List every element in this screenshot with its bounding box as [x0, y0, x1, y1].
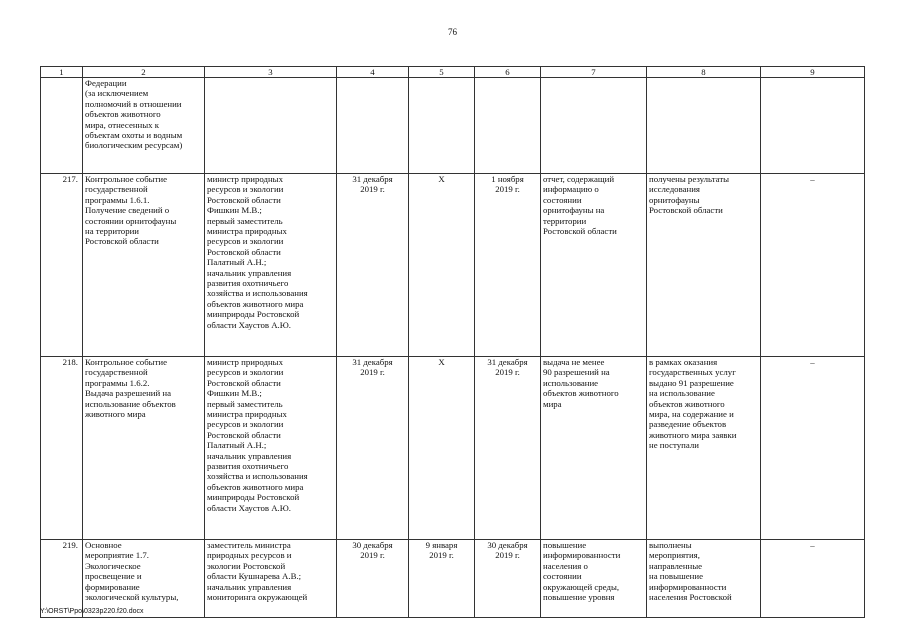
column-header: 1 — [41, 67, 83, 78]
file-path: Y:\ORST\Ppo\0323p220.f20.docx — [40, 608, 144, 615]
actual-end-cell: 31 декабря 2019 г. — [475, 357, 541, 540]
planned-date-cell: 31 декабря 2019 г. — [337, 174, 409, 357]
planned-date-cell — [337, 78, 409, 174]
column-header: 5 — [409, 67, 475, 78]
column-header: 6 — [475, 67, 541, 78]
actual-start-cell — [409, 78, 475, 174]
note-cell: – — [761, 357, 865, 540]
table-row — [41, 357, 865, 540]
planned-date-cell: 31 декабря 2019 г. — [337, 357, 409, 540]
actual-result-cell — [647, 78, 761, 174]
page-number: 76 — [448, 27, 457, 37]
event-name-cell: Контрольное событие государственной программы 1.6.2. Выдача разрешений на использование объектов животного мира — [83, 357, 205, 540]
event-name-cell: Федерации (за исключением полномочий в отношении объектов животного мира, отнесенных к объектам охоты и водным биологическим ресурсам) — [83, 78, 205, 174]
column-header: 3 — [205, 67, 337, 78]
note-cell — [761, 78, 865, 174]
row-number-cell: 219. — [41, 540, 83, 618]
column-header: 2 — [83, 67, 205, 78]
responsible-cell: министр природных ресурсов и экологии Ростовской области Фишкин М.В.; первый заместитель министра природных ресурсов и экологии Ростовской области Палатный А.Н.; начальник управления развития охотничьего хозяйства и использования объектов животного мира минприроды Ростовской области Хаустов А.Ю. — [205, 174, 337, 357]
actual-result-cell: в рамках оказания государственных услуг выдано 91 разрешение на использование объектов животного мира, на содержание и разведение объектов животного мира заявки не поступали — [647, 357, 761, 540]
actual-result-cell: получены результаты исследования орнитофауны Ростовской области — [647, 174, 761, 357]
note-cell: – — [761, 540, 865, 618]
actual-end-cell: 30 декабря 2019 г. — [475, 540, 541, 618]
responsible-cell — [205, 78, 337, 174]
planned-result-cell: повышение информированности населения о состоянии окружающей среды, повышение уровня — [541, 540, 647, 618]
actual-end-cell — [475, 78, 541, 174]
actual-end-cell: 1 ноября 2019 г. — [475, 174, 541, 357]
column-header: 9 — [761, 67, 865, 78]
responsible-cell: министр природных ресурсов и экологии Ростовской области Фишкин М.В.; первый заместитель министра природных ресурсов и экологии Ростовской области Палатный А.Н.; начальник управления развития охотничьего хозяйства и использования объектов животного мира минприроды Ростовской области Хаустов А.Ю. — [205, 357, 337, 540]
actual-start-cell: X — [409, 357, 475, 540]
column-header: 4 — [337, 67, 409, 78]
event-name-cell: Контрольное событие государственной программы 1.6.1. Получение сведений о состоянии орнитофауны на территории Ростовской области — [83, 174, 205, 357]
column-header: 8 — [647, 67, 761, 78]
row-number-cell — [41, 78, 83, 174]
row-number-cell: 217. — [41, 174, 83, 357]
event-name-cell: Основное мероприятие 1.7. Экологическое просвещение и формирование экологической культуры, — [83, 540, 205, 618]
column-number-row — [41, 67, 865, 78]
planned-date-cell: 30 декабря 2019 г. — [337, 540, 409, 618]
responsible-cell: заместитель министра природных ресурсов и экологии Ростовской области Кушнарева А.В.; начальник управления мониторинга окружающей — [205, 540, 337, 618]
table-row — [41, 540, 865, 618]
column-header: 7 — [541, 67, 647, 78]
table-row — [41, 174, 865, 357]
planned-result-cell: выдача не менее 90 разрешений на использование объектов животного мира — [541, 357, 647, 540]
note-cell: – — [761, 174, 865, 357]
planned-result-cell — [541, 78, 647, 174]
report-table — [40, 66, 865, 618]
row-number-cell: 218. — [41, 357, 83, 540]
planned-result-cell: отчет, содержащий информацию о состоянии орнитофауны на территории Ростовской области — [541, 174, 647, 357]
actual-start-cell: 9 января 2019 г. — [409, 540, 475, 618]
actual-result-cell: выполнены мероприятия, направленные на повышение информированности населения Ростовской — [647, 540, 761, 618]
actual-start-cell: X — [409, 174, 475, 357]
continuation-row — [41, 78, 865, 174]
